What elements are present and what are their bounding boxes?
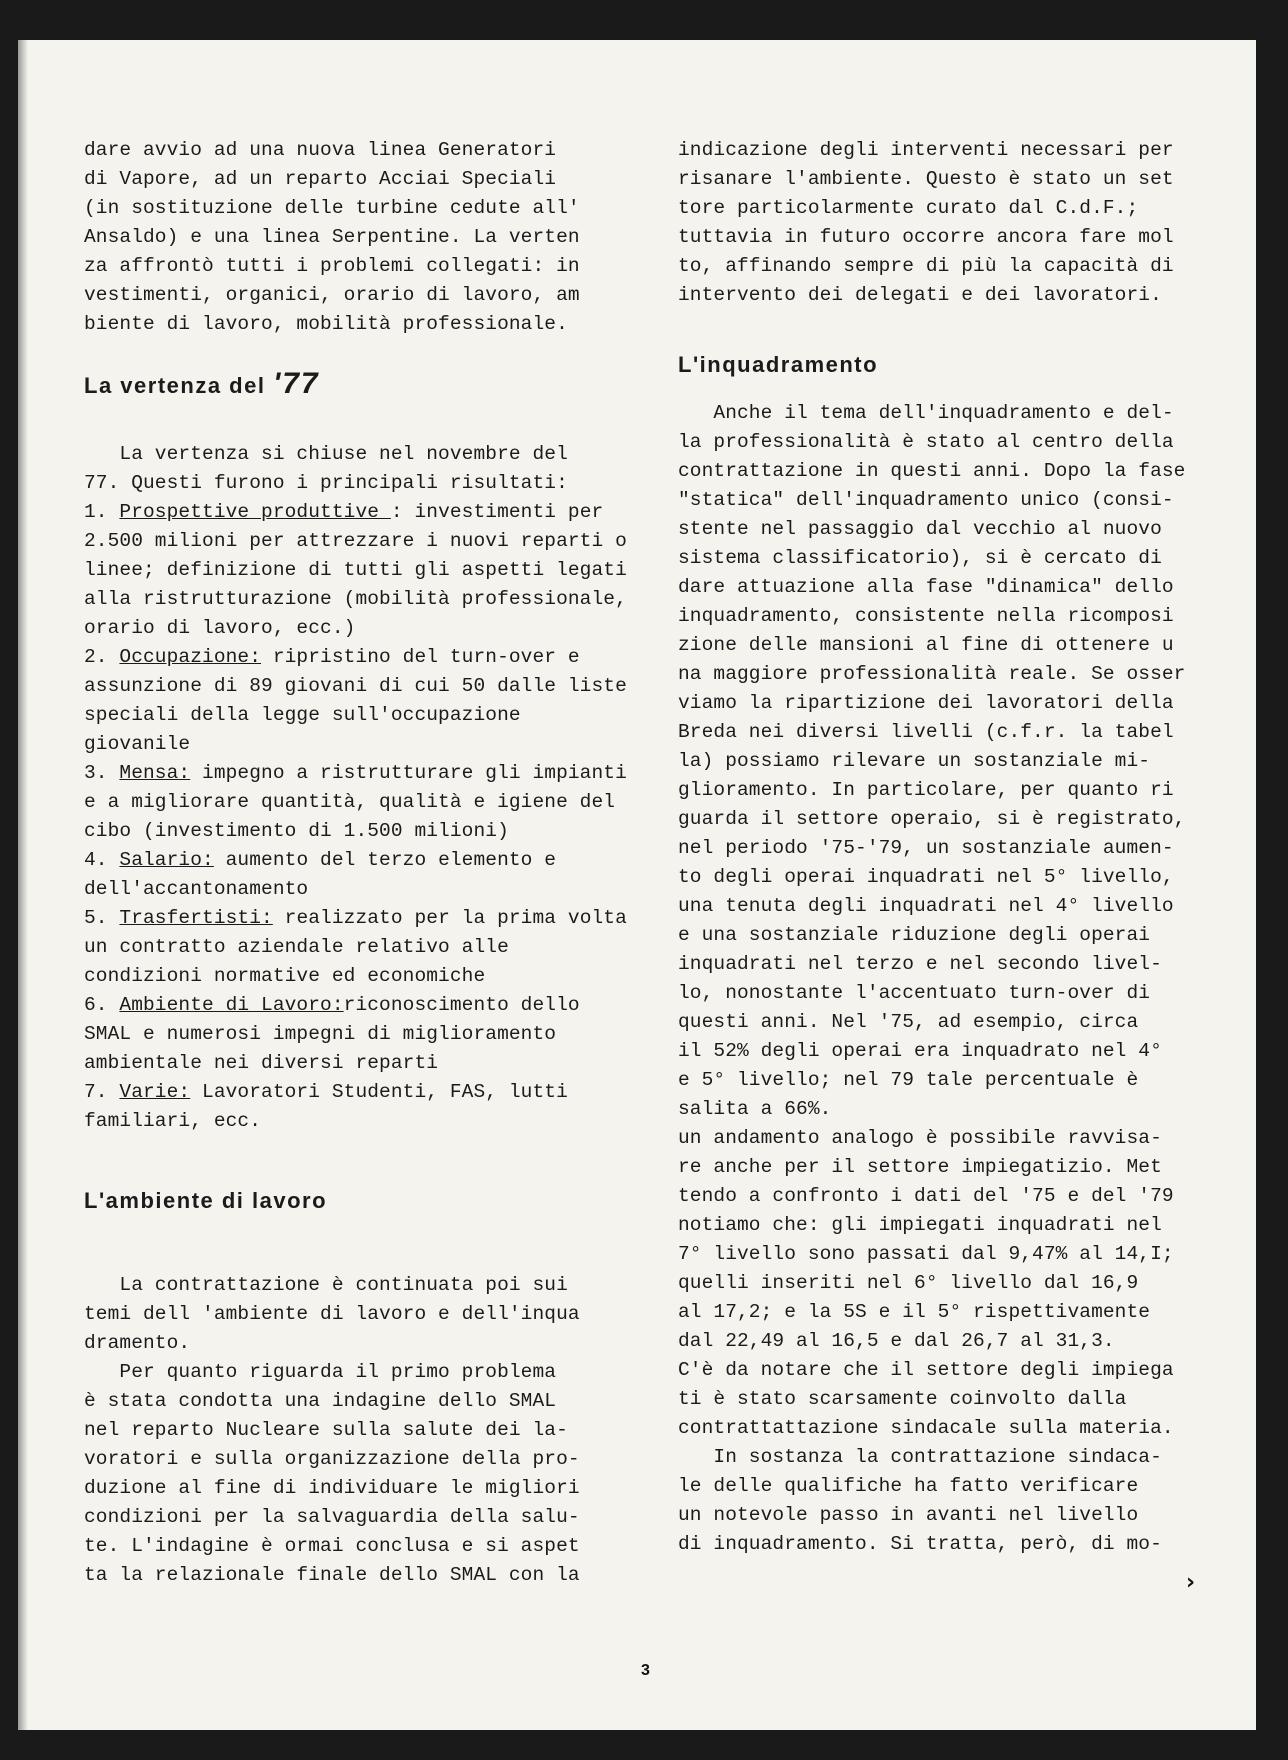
item-number: 2. [84, 646, 120, 668]
text-line: notiamo che: gli impiegati inquadrati nel [678, 1214, 1162, 1236]
list-item [84, 846, 632, 904]
text-line: za affrontò tutti i problemi collegati: in [84, 255, 580, 277]
item-label: Salario: [119, 849, 214, 871]
item-number: 6. [84, 994, 120, 1016]
text-line: vestimenti, organici, orario di lavoro, am [84, 284, 580, 306]
page-number: 3 [641, 1662, 650, 1679]
heading-year: '77 [273, 367, 320, 400]
text-line: to degli operai inquadrati nel 5° livello, [678, 866, 1174, 888]
text-line: ta la relazionale finale dello SMAL con la [84, 1564, 580, 1586]
text-line: risanare l'ambiente. Questo è stato un set [678, 168, 1174, 190]
item-label: Mensa: [119, 762, 191, 784]
list-item [84, 991, 632, 1078]
ambiente-paragraph [84, 1271, 632, 1590]
item-text: : investimenti per 2.500 milioni per attrezzare i nuovi reparti o linee; definizione di tutti gli aspetti legati alla ristrutturazione (mobilità professionale, orario di lavoro, ecc.) [84, 501, 639, 639]
text-line: Anche il tema dell'inquadramento e del- [678, 402, 1174, 424]
item-label: Occupazione: [119, 646, 262, 668]
item-number: 3. [84, 762, 120, 784]
text-line: La contrattazione è continuata poi sui [84, 1274, 568, 1296]
item-label: Ambiente di Lavoro: [119, 994, 344, 1016]
item-text: aumento del terzo elemento e dell'accantonamento [84, 849, 568, 900]
text-line: glioramento. In particolare, per quanto ri [678, 779, 1174, 801]
text-line: duzione al fine di individuare le migliori [84, 1477, 580, 1499]
left-intro-paragraph [84, 136, 632, 339]
text-line: e 5° livello; nel 79 tale percentuale è [678, 1069, 1139, 1091]
item-number: 1. [84, 501, 120, 523]
text-line: quelli inseriti nel 6° livello dal 16,9 [678, 1272, 1139, 1294]
text-line: lo, nonostante l'accentuato turn-over di [678, 982, 1151, 1004]
text-line: inquadrati nel terzo e nel secondo livel- [678, 953, 1162, 975]
text-line: sistema classificatorio), si è cercato di [678, 547, 1162, 569]
heading-inquadramento: L'inquadramento [678, 352, 879, 377]
left-column [84, 136, 639, 1590]
text-line: nel reparto Nucleare sulla salute dei la- [84, 1419, 568, 1441]
list-item [84, 643, 639, 759]
text-line: è stata condotta una indagine dello SMAL [84, 1390, 557, 1412]
text-line: guarda il settore operaio, si è registrato, [678, 808, 1186, 830]
list-item [84, 759, 639, 846]
text-line: te. L'indagine è ormai conclusa e si aspet [84, 1535, 580, 1557]
text-line: Ansaldo) e una linea Serpentine. La verten [84, 226, 580, 248]
text-line: (in sostituzione delle turbine cedute all' [84, 197, 580, 219]
text-line: al 17,2; e la 5S e il 5° rispettivamente [678, 1301, 1151, 1323]
text-line: C'è da notare che il settore degli impiega [678, 1359, 1174, 1381]
text-line: zione delle mansioni al fine di ottenere u [678, 634, 1174, 656]
list-item [84, 904, 639, 991]
text-line: un notevole passo in avanti nel livello [678, 1504, 1139, 1526]
heading-ambiente-di-lavoro: L'ambiente di lavoro [84, 1188, 328, 1213]
text-line: Breda nei diversi livelli (c.f.r. la tabel [678, 721, 1174, 743]
text-line: 77. Questi furono i principali risultati: [84, 472, 568, 494]
text-line: stente nel passaggio dal vecchio al nuovo [678, 518, 1162, 540]
text-line: dare avvio ad una nuova linea Generatori [84, 139, 557, 161]
list-item [84, 498, 639, 643]
text-line: la professionalità è stato al centro della [678, 431, 1174, 453]
text-line: na maggiore professionalità reale. Se osser [678, 663, 1186, 685]
text-line: tendo a confronto i dati del '75 e del '79 [678, 1185, 1174, 1207]
item-label: Prospettive produttive [119, 501, 391, 523]
text-line: dal 22,49 al 16,5 e dal 26,7 al 31,3. [678, 1330, 1115, 1352]
list-item [84, 1078, 632, 1136]
item-text: realizzato per la prima volta un contratto aziendale relativo alle condizioni normative ed economiche [84, 907, 639, 987]
text-line: to, affinando sempre di più la capacità di [678, 255, 1174, 277]
text-line: biente di lavoro, mobilità professionale. [84, 313, 568, 335]
item-number: 5. [84, 907, 120, 929]
text-line: viamo la ripartizione dei lavoratori della [678, 692, 1174, 714]
text-line: ti è stato scarsamente coinvolto dalla [678, 1388, 1127, 1410]
item-text: riconoscimento dello SMAL e numerosi impegni di miglioramento ambientale nei diversi reparti [84, 994, 592, 1074]
text-line: Per quanto riguarda il primo problema [84, 1361, 557, 1383]
text-line: 7° livello sono passati dal 9,47% al 14,I; [678, 1243, 1174, 1265]
text-line: condizioni per la salvaguardia della salu- [84, 1506, 580, 1528]
text-line: contrattattazione sindacale sulla materia. [678, 1417, 1174, 1439]
item-text: ripristino del turn-over e assunzione di 89 giovani di cui 50 dalle liste speciali della legge sull'occupazione giovanile [84, 646, 639, 755]
text-line: tore particolarmente curato dal C.d.F.; [678, 197, 1139, 219]
text-line: questi anni. Nel '75, ad esempio, circa [678, 1011, 1139, 1033]
text-line: le delle qualifiche ha fatto verificare [678, 1475, 1139, 1497]
right-intro-paragraph [678, 136, 1230, 310]
text-line: voratori e sulla organizzazione della pro- [84, 1448, 580, 1470]
results-list [84, 498, 639, 1136]
text-line: La vertenza si chiuse nel novembre del [84, 443, 568, 465]
continue-arrow-icon: › [1186, 1570, 1196, 1595]
heading-vertenza-77 [84, 369, 632, 400]
text-line: temi dell 'ambiente di lavoro e dell'inqua [84, 1303, 580, 1325]
text-line: salita a 66%. [678, 1098, 832, 1120]
item-label: Trasfertisti: [119, 907, 273, 929]
text-line: re anche per il settore impiegatizio. Met [678, 1156, 1162, 1178]
item-number: 7. [84, 1081, 120, 1103]
text-line: dare attuazione alla fase "dinamica" dello [678, 576, 1174, 598]
text-line: la) possiamo rilevare un sostanziale mi- [678, 750, 1151, 772]
text-line: una tenuta degli inquadrati nel 4° livello [678, 895, 1174, 917]
text-line: dramento. [84, 1332, 191, 1354]
text-line: tuttavia in futuro occorre ancora fare mol [678, 226, 1174, 248]
item-label: Varie: [119, 1081, 191, 1103]
text-line: intervento dei delegati e dei lavoratori. [678, 284, 1162, 306]
text-line: di inquadramento. Si tratta, però, di mo- [678, 1533, 1162, 1555]
text-line: contrattazione in questi anni. Dopo la fase [678, 460, 1186, 482]
item-text: Lavoratori Studenti, FAS, lutti familiari, ecc. [84, 1081, 580, 1132]
text-line: un andamento analogo è possibile ravvisa- [678, 1127, 1162, 1149]
text-line: inquadramento, consistente nella ricomposi [678, 605, 1174, 627]
text-line: In sostanza la contrattazione sindaca- [678, 1446, 1162, 1468]
page [18, 40, 1256, 1730]
text-line: indicazione degli interventi necessari per [678, 139, 1174, 161]
right-column [678, 136, 1230, 1559]
text-line: "statica" dell'inquadramento unico (consi- [678, 489, 1174, 511]
item-text: impegno a ristrutturare gli impianti e a migliorare quantità, qualità e igiene del cibo (investimento di 1.500 milioni) [84, 762, 639, 842]
text-line: e una sostanziale riduzione degli operai [678, 924, 1151, 946]
text-line: di Vapore, ad un reparto Acciai Speciali [84, 168, 557, 190]
item-number: 4. [84, 849, 120, 871]
vertenza-intro [84, 440, 632, 498]
heading-text: La vertenza del [84, 373, 274, 398]
text-line: il 52% degli operai era inquadrato nel 4° [678, 1040, 1162, 1062]
text-line: nel periodo '75-'79, un sostanziale aumen- [678, 837, 1174, 859]
inquadramento-paragraph [678, 399, 1230, 1559]
